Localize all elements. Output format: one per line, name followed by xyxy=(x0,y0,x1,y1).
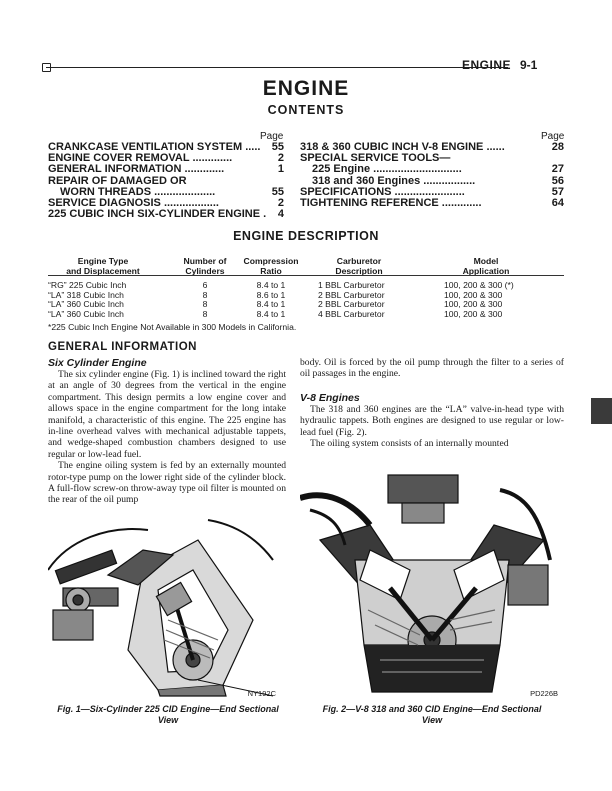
column-header-application: Model Application xyxy=(462,256,510,276)
toc-entry-title: REPAIR OF DAMAGED OR xyxy=(48,174,187,187)
toc-page-label-right: Page xyxy=(541,131,565,142)
table-cell-carb: 4 BBL Carburetor xyxy=(318,308,385,319)
toc-entry-page: 4 xyxy=(277,208,284,221)
toc-entry-title: SERVICE DIAGNOSIS xyxy=(48,197,161,209)
toc-entry xyxy=(300,197,564,210)
six-cylinder-paragraph-2: The engine oiling system is fed by an externally mounted rotor-type pump on the lower right side of the cylinder block. A full-flow screw-on throw-away type oil filter is mounted on the rear of the oil pump xyxy=(48,460,286,506)
toc-entry-title: WORN THREADS xyxy=(60,185,152,198)
table-cell-type: “LA” 318 Cubic Inch xyxy=(48,289,124,300)
table-cell-app: 100, 200 & 300 xyxy=(444,308,503,319)
toc-entry-page: 55 xyxy=(271,141,284,153)
toc-entry-page: 1 xyxy=(277,163,284,176)
v8-heading: V-8 Engines xyxy=(300,392,360,404)
toc-leader-dots: .................. xyxy=(160,197,219,209)
figure-1-code: NY192C xyxy=(247,689,276,698)
table-cell-carb: 1 BBL Carburetor xyxy=(318,280,385,290)
toc-entry-page: 55 xyxy=(271,185,284,198)
table-cell-carb: 2 BBL Carburetor xyxy=(318,299,385,310)
left-column-text xyxy=(48,369,286,506)
table-cell-type: “LA” 360 Cubic Inch xyxy=(48,308,124,319)
column-header-cylinders: Number of Cylinders xyxy=(183,256,227,276)
toc-entry-title: 225 Engine xyxy=(312,163,371,176)
right-column-text-top xyxy=(300,357,564,380)
table-cell-type: “RG” 225 Cubic Inch xyxy=(48,280,127,290)
toc-entry-title: ENGINE COVER REMOVAL xyxy=(48,152,190,165)
engine-description-heading: ENGINE DESCRIPTION xyxy=(233,229,379,243)
figure-2-code: PD226B xyxy=(530,689,558,698)
table-cell-cyl: 8 xyxy=(202,289,208,300)
general-information-heading: GENERAL INFORMATION xyxy=(48,341,197,353)
column-header-carburetor: Carburetor Description xyxy=(335,256,383,276)
toc-entry-title: CRANKCASE VENTILATION SYSTEM xyxy=(48,141,243,153)
v8-paragraph-1: The 318 and 360 engines are the “LA” valve-in-head type with hydraulic tappets. Both engines are designed to use regular or low-lead fuel (Fig. 2). xyxy=(300,404,564,438)
toc-leader-dots: ............. xyxy=(181,163,225,176)
toc-entry xyxy=(48,208,284,221)
toc-entry-title: TIGHTENING REFERENCE xyxy=(300,197,439,209)
toc-page-label-left: Page xyxy=(260,131,284,142)
header-rule xyxy=(46,67,508,68)
table-cell-app: 100, 200 & 300 xyxy=(444,289,503,300)
table-cell-cyl: 6 xyxy=(202,280,208,290)
toc-entry-page: 28 xyxy=(551,141,564,153)
table-cell-ratio: 8.4 to 1 xyxy=(256,299,286,310)
six-cylinder-paragraph-1: The six cylinder engine (Fig. 1) is inclined toward the right at an angle of 30 degrees from the vertical in the engine compartment. This design permits a low engine cover and allows space in the engine compartment for the long intake manifold, a characteristic of this engine. The 225 engine has in-line overhead valves with mechanical adjustable tappets, and wedge-shaped combustion chambers designed to use regular or low-lead fuel. xyxy=(48,369,286,460)
column-header-ratio: Compression Ratio xyxy=(243,256,299,276)
table-header-rule xyxy=(48,275,564,276)
table-cell-cyl: 8 xyxy=(202,299,208,310)
toc-entry-title: GENERAL INFORMATION xyxy=(48,163,182,176)
figure-1-six-cylinder-engine xyxy=(48,500,288,698)
table-footnote: *225 Cubic Inch Engine Not Available in 300 Models in California. xyxy=(48,322,297,332)
section-thumb-tab xyxy=(591,398,612,424)
toc-leader-dots: ............................. xyxy=(370,163,462,176)
toc-leader-dots: ............. xyxy=(189,152,233,165)
page-title: ENGINE xyxy=(262,77,350,100)
table-cell-ratio: 8.4 to 1 xyxy=(256,280,286,290)
contents-heading: CONTENTS xyxy=(267,103,345,117)
toc-leader-dots: ....................... xyxy=(391,185,465,198)
toc-entry-title: SPECIAL SERVICE TOOLS— xyxy=(300,152,451,165)
toc-entry-page: 27 xyxy=(551,163,564,176)
right-column-text xyxy=(300,404,564,450)
figure-2-v8-engine xyxy=(300,470,564,698)
figure-1-caption: Fig. 1—Six-Cylinder 225 CID Engine—End Sectional View xyxy=(57,704,279,725)
six-cylinder-engine-illustration xyxy=(48,500,288,698)
toc-leader-dots: . xyxy=(260,208,267,221)
v8-paragraph-2: The oiling system consists of an internally mounted xyxy=(310,438,509,450)
table-cell-carb: 2 BBL Carburetor xyxy=(318,289,385,300)
toc-leader-dots: ...... xyxy=(483,141,505,153)
six-cylinder-heading: Six Cylinder Engine xyxy=(48,357,147,369)
table-cell-app: 100, 200 & 300 xyxy=(444,299,503,310)
table-cell-app: 100, 200 & 300 (*) xyxy=(444,280,514,290)
toc-leader-dots: ................. xyxy=(420,174,476,187)
column-header-engine-type: Engine Type and Displacement xyxy=(66,256,140,276)
toc-entry-page: 2 xyxy=(277,197,284,209)
toc-leader-dots: ..... xyxy=(242,141,261,153)
toc-entry-title: 225 CUBIC INCH SIX-CYLINDER ENGINE xyxy=(48,208,261,221)
toc-entry-page: 2 xyxy=(277,152,284,165)
toc-entry-page: 56 xyxy=(551,174,564,187)
table-cell-cyl: 8 xyxy=(202,308,208,319)
toc-entry-page: 57 xyxy=(551,185,564,198)
table-cell-ratio: 8.6 to 1 xyxy=(256,289,286,300)
v8-engine-illustration xyxy=(300,470,564,698)
toc-entry-page: 64 xyxy=(551,197,564,209)
running-header-section: ENGINE xyxy=(462,58,512,72)
oil-system-continuation: body. Oil is forced by the oil pump through the filter to a series of oil passages in the engine. xyxy=(300,357,564,380)
toc-entry-title: SPECIFICATIONS xyxy=(300,185,392,198)
toc-entry-title: 318 and 360 Engines xyxy=(312,174,421,187)
toc-leader-dots: .................... xyxy=(151,185,216,198)
page-number: 9-1 xyxy=(520,58,538,72)
table-cell-ratio: 8.4 to 1 xyxy=(256,308,286,319)
table-cell-type: “LA” 360 Cubic Inch xyxy=(48,299,124,310)
toc-entry-title: 318 & 360 CUBIC INCH V-8 ENGINE xyxy=(300,141,484,153)
figure-2-caption: Fig. 2—V-8 318 and 360 CID Engine—End Sectional View xyxy=(322,704,542,725)
toc-leader-dots: ............. xyxy=(438,197,482,209)
